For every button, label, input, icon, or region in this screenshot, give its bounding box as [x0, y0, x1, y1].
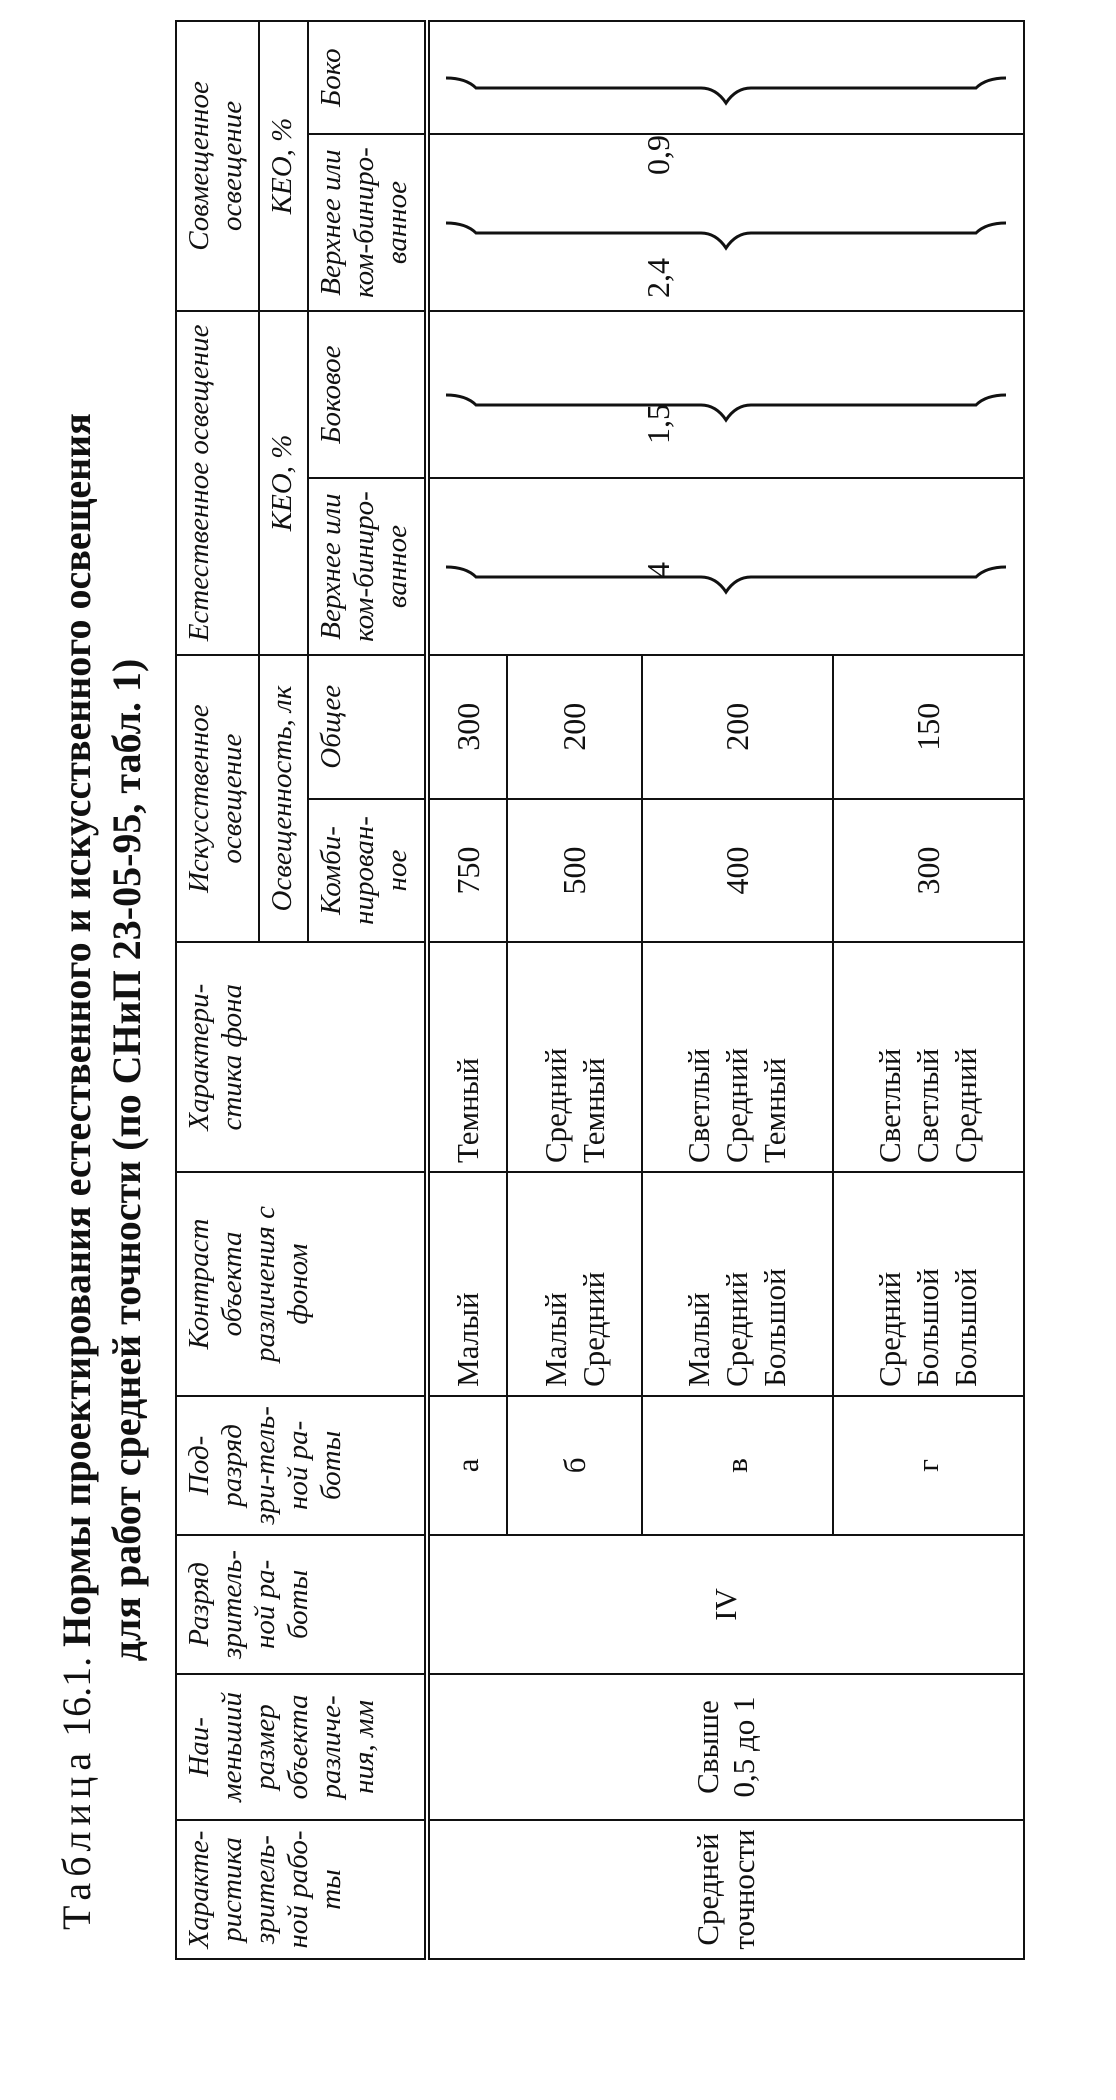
- cell-combined: 750: [427, 799, 508, 943]
- header-mixed: Совмещенное освещение: [176, 21, 259, 311]
- contrast-value: Малый: [681, 1292, 717, 1387]
- header-side: Боковое: [308, 311, 427, 478]
- cell-mixed-side: [427, 21, 1024, 134]
- header-keo: КЕО, %: [259, 311, 308, 655]
- caption-number: 16.1.: [54, 1656, 99, 1737]
- header-background: Характери-стика фона: [176, 942, 427, 1172]
- header-mixed-keo: КЕО, %: [259, 21, 308, 311]
- brace-icon: [446, 48, 1006, 108]
- contrast-value: Средний: [575, 1271, 611, 1387]
- norms-table: [175, 20, 1025, 1960]
- cell-min-size: Свыше 0,5 до 1: [427, 1674, 1024, 1820]
- header-row-1: [176, 21, 259, 1959]
- mixed-top-value: 2,4: [640, 258, 676, 298]
- header-natural: Естественное освещение: [176, 311, 259, 655]
- background-value: Средний: [537, 1047, 573, 1164]
- cell-general: 300: [427, 655, 508, 799]
- caption-lead: Таблица: [54, 1746, 99, 1930]
- brace-icon: [446, 193, 1006, 253]
- cell-general: 150: [833, 655, 1024, 799]
- cell-background: [427, 942, 508, 1172]
- background-value: Светлый: [910, 1048, 946, 1164]
- caption-line-1: [52, 0, 102, 1930]
- header-illuminance: Освещенность, лк: [259, 655, 308, 942]
- header-contrast: Контраст объекта различения с фоном: [176, 1172, 427, 1396]
- background-value: Светлый: [872, 1048, 908, 1164]
- cell-category: IV: [427, 1535, 1024, 1674]
- brace-icon: [446, 365, 1006, 425]
- cell-contrast: [642, 1172, 833, 1396]
- cell-sub: в: [642, 1396, 833, 1535]
- background-value: Темный: [575, 1057, 611, 1164]
- header-category: Разряд зритель-ной ра-боты: [176, 1535, 427, 1674]
- background-value: Средний: [948, 1047, 984, 1164]
- cell-contrast: [507, 1172, 641, 1396]
- cell-characteristic: Средней точности: [427, 1820, 1024, 1959]
- header-general: Общее: [308, 655, 427, 799]
- table-row: [427, 21, 508, 1959]
- cell-background: [833, 942, 1024, 1172]
- cell-background: [507, 942, 641, 1172]
- header-min-size: Наи-меньший размер объекта различе-ния, мм: [176, 1674, 427, 1820]
- cell-contrast: [833, 1172, 1024, 1396]
- cell-combined: 500: [507, 799, 641, 943]
- cell-mixed-top: [427, 134, 1024, 311]
- table-caption: [52, 0, 152, 1930]
- cell-background: [642, 942, 833, 1172]
- header-subcategory: Под-разряд зри-тель-ной ра-боты: [176, 1396, 427, 1535]
- header-artificial: Искусственное освещение: [176, 655, 259, 942]
- background-value: Темный: [757, 1057, 793, 1164]
- mixed-side-value: 0,9: [640, 135, 676, 175]
- contrast-value: Малый: [450, 1292, 486, 1387]
- background-value: Светлый: [681, 1048, 717, 1164]
- natural-side-value: 1,5: [640, 404, 676, 444]
- contrast-value: Средний: [719, 1271, 755, 1387]
- contrast-value: Большой: [757, 1268, 793, 1387]
- brace-icon: [446, 537, 1006, 597]
- cell-general: 200: [642, 655, 833, 799]
- header-mixed-side: Боко: [308, 21, 427, 134]
- cell-combined: 300: [833, 799, 1024, 943]
- contrast-value: Большой: [948, 1268, 984, 1387]
- header-characteristic: Характе-ристика зритель-ной рабо-ты: [176, 1820, 427, 1959]
- header-combined: Комби-нирован-ное: [308, 799, 427, 943]
- contrast-value: Малый: [537, 1292, 573, 1387]
- background-value: Средний: [719, 1047, 755, 1164]
- cell-contrast: [427, 1172, 508, 1396]
- cell-sub: г: [833, 1396, 1024, 1535]
- cell-combined: 400: [642, 799, 833, 943]
- cell-general: 200: [507, 655, 641, 799]
- contrast-value: Средний: [872, 1271, 908, 1387]
- cell-natural-top: [427, 478, 1024, 655]
- contrast-value: Большой: [910, 1268, 946, 1387]
- natural-top-value: 4: [640, 562, 676, 578]
- cell-natural-side: [427, 311, 1024, 478]
- header-top-comb: Верхнее или ком-биниро-ванное: [308, 478, 427, 655]
- cell-sub: б: [507, 1396, 641, 1535]
- background-value: Темный: [450, 1057, 486, 1164]
- header-mixed-top: Верхнее или ком-биниро-ванное: [308, 134, 427, 311]
- caption-title-1: Нормы проектирования естественного и искусственного освещения: [54, 413, 99, 1647]
- cell-sub: а: [427, 1396, 508, 1535]
- caption-line-2: для работ средней точности (по СНиП 23-05-95, табл. 1): [104, 658, 149, 1662]
